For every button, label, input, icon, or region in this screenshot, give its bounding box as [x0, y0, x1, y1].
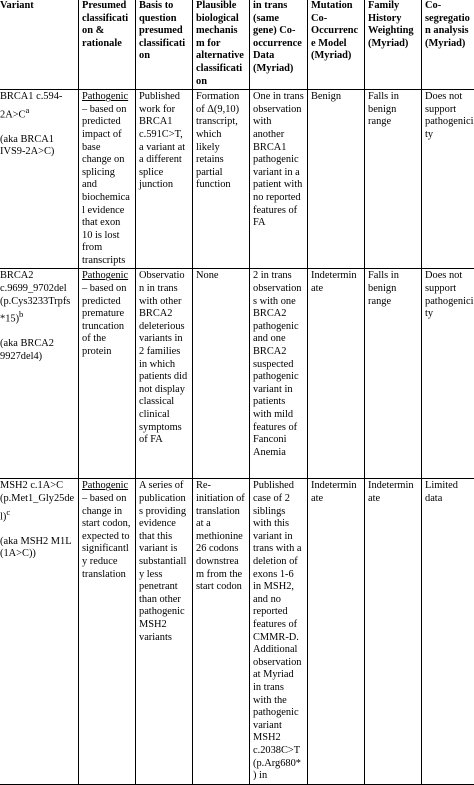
header-mechanism: Plausible biological mechanism for alternative classification	[193, 0, 250, 90]
variant-cell	[0, 269, 79, 479]
classification-cell	[79, 90, 136, 269]
variant-name: BRCA1 c.594-2A>C	[0, 91, 62, 120]
variant-cell	[0, 479, 79, 784]
classification-cell	[79, 269, 136, 479]
header-presumed-classification: Presumed classification & rationale	[79, 0, 136, 90]
variant-cell	[0, 90, 79, 269]
classification-term: Pathogenic	[82, 91, 128, 102]
header-family-history: Family History Weighting (Myriad)	[365, 0, 422, 90]
classification-cell	[79, 479, 136, 784]
cosegregation-cell: Does not support pathogenicity	[422, 90, 474, 269]
header-cosegregation: Co-segregation analysis (Myriad)	[422, 0, 474, 90]
cosegregation-cell: Does not support pathogenicity	[422, 269, 474, 479]
cooccurrence-cell: Benign	[308, 90, 365, 269]
mechanism-cell: None	[193, 269, 250, 479]
family-history-cell: Falls in benign range	[365, 90, 422, 269]
footnote-marker: a	[26, 105, 30, 115]
classification-rationale: – based on change in start codon, expected to significantly reduce translation	[82, 493, 130, 580]
basis-cell: A series of publications providing evidence that this variant is substantially less penetrant than other pathogenic MSH2 variants	[136, 479, 193, 784]
classification-rationale: – based on predicted impact of base change on splicing and biochemical evidence that exon 10 is lost from transcripts	[82, 104, 130, 266]
table-row	[0, 269, 474, 479]
classification-term: Pathogenic	[82, 480, 128, 491]
basis-cell: Published work for BRCA1 c.591C>T, a variant at a different splice junction	[136, 90, 193, 269]
cooccurrence-cell: Indeterminate	[308, 269, 365, 479]
in-trans-cell: One in trans observation with another BRCA1 pathogenic variant in a patient with no reported features of FA	[250, 90, 308, 269]
variant-alias: (aka MSH2 M1L (1A>C))	[0, 536, 75, 561]
footnote-marker: b	[19, 309, 23, 319]
cosegregation-cell: Limited data	[422, 479, 474, 784]
variant-name: MSH2 c.1A>C (p.Met1_Gly25del)	[0, 480, 74, 522]
header-variant: Variant	[0, 0, 79, 90]
variant-alias: (aka BRCA2 9927del4)	[0, 338, 75, 363]
mechanism-cell: Re-initiation of translation at a methionine 26 codons downstream from the start codon	[193, 479, 250, 784]
header-in-trans: in trans (same gene) Co-occurrence Data (Myriad)	[250, 0, 308, 90]
table-row	[0, 479, 474, 784]
header-row	[0, 0, 474, 90]
header-cooccurrence-model: Mutation Co-Occurrence Model (Myriad)	[308, 0, 365, 90]
in-trans-cell: Published case of 2 siblings with this variant in trans with a deletion of exons 1-6 in MSH2, and no reported features of CMMR-D. Additional observation at Myriad in trans with the pathogenic variant MSH2 c.2038C>T (p.Arg680*) in	[250, 479, 308, 784]
header-basis: Basis to question presumed classification	[136, 0, 193, 90]
classification-term: Pathogenic	[82, 270, 128, 281]
family-history-cell: Indeterminate	[365, 479, 422, 784]
footnote-marker: c	[6, 507, 10, 517]
variant-alias: (aka BRCA1 IVS9-2A>C)	[0, 134, 75, 159]
variant-name: BRCA2 c.9699_9702del (p.Cys3233Trpfs*15)	[0, 270, 70, 324]
in-trans-cell: 2 in trans observations with one BRCA2 pathogenic and one BRCA2 suspected pathogenic variant in patients with mild features of Fanconi Anemia	[250, 269, 308, 479]
mechanism-cell: Formation of Δ(9,10) transcript, which likely retains partial function	[193, 90, 250, 269]
table-row	[0, 90, 474, 269]
basis-cell: Observation in trans with other BRCA2 deleterious variants in 2 families in which patients did not display classical clinical symptoms of FA	[136, 269, 193, 479]
family-history-cell: Falls in benign range	[365, 269, 422, 479]
classification-rationale: – based on predicted premature truncation of the protein	[82, 283, 126, 357]
cooccurrence-cell: Indeterminate	[308, 479, 365, 784]
